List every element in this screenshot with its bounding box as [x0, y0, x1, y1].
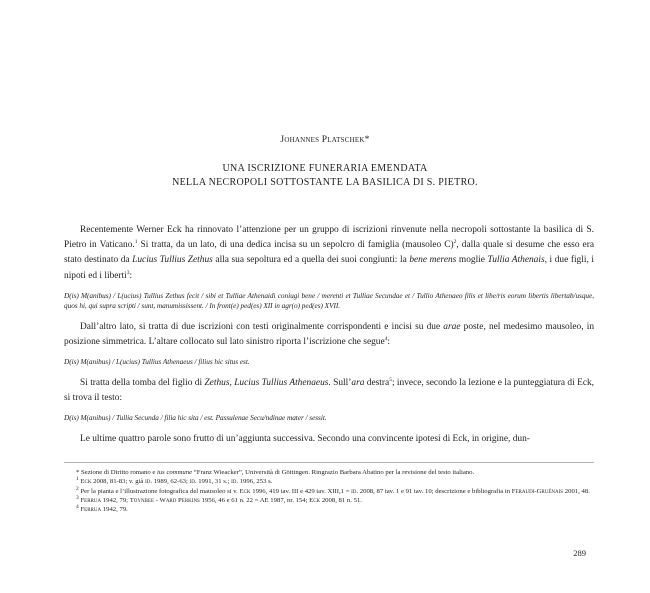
- page-number: 289: [573, 548, 586, 558]
- footnote-divider: [64, 462, 594, 463]
- article-body: [64, 223, 594, 447]
- title-line-1: UNA ISCRIZIONE FUNERARIA EMENDATA: [222, 163, 428, 174]
- title-line-2: NELLA NECROPOLI SOTTOSTANTE LA BASILICA DI S. PIETRO.: [172, 177, 478, 188]
- inscription-3: D(is) M(anibus) / Tullia Secunda / filia hic sita / est. Passulenae Secu/ndinae mater / sessit.: [64, 413, 327, 423]
- footnote-4: $^4$ Ferrua 1942, 79.: [76, 503, 128, 514]
- footnote-ref-5: 5: [389, 376, 392, 383]
- footnotes: [76, 468, 594, 514]
- article-title: [0, 162, 650, 190]
- footnote-ref-1: 1: [134, 239, 138, 246]
- author-name: Johannes Platschek*: [280, 135, 370, 145]
- paragraph-4: Le ultime quattro parole sono frutto di un’aggiunta successiva. Secondo una convincente ipotesi di Eck, in origine, dun-: [80, 433, 530, 444]
- inscription-1: D(is) M(anibus) / L(ucius) Tullius Zethus fecit / sibi et Tulliae Athenaidi coniugi bene / merenti et Tulliae Secundae et / Tullio Athenaeo filis et libe/ris eorum libertis libertab/usque, quos hi, qui supra scripti / sunt, manumississent. / In front(e) ped(es) XII in agr(o) ped(es) XVII.: [64, 290, 594, 311]
- paragraph-2: Dall’altro lato, si tratta di due iscrizioni con testi originalmente corrispondenti e incisi su due arae poste, nel medesimo mausoleo, in posizione simmetrica. L’altare collocato sul lato sinistro riporta l’iscrizione che segue$^4$:: [64, 321, 595, 348]
- footnote-author: * Sezione di Diritto romano e ius commune “Franz Wieacker”, Università di Göttingen. Ringrazio Barbara Abatino per la revisione del testo italiano.: [76, 469, 475, 476]
- inscription-2: D(is) M(anibus) / L(ucius) Tullius Athenaeus / filius hic situs est.: [64, 357, 250, 367]
- footnote-3: $^3$ Ferrua 1942, 79; Toynbee - Ward Perkins 1956, 46 e 61 n. 22 = AE 1987, nr. 154; Eck 2008, 81 n. 51.: [76, 494, 362, 504]
- footnote-ref-3: 3: [126, 269, 130, 276]
- paragraph-1: Recentemente Werner Eck ha rinnovato l’attenzione per un gruppo di iscrizioni rinvenute nella necropoli sottostante la basilica di S. Pietro in Vaticano.$^1$ Si tratta, da un lato, di una dedica incisa su un sepolcro di famiglia (mausoleo C)$^2$, dalla quale si desume che esso era stato destinato da Lucius Tullius Zethus alla sua sepoltura ed a quella dei suoi congiunti: la bene merens moglie Tullia Athenais, i due figli, i nipoti ed i liberti$^3$:: [64, 225, 594, 281]
- footnote-1: $^1$ Eck 2008, 81-83; v. già id. 1989, 62-63; id. 1991, 31 s.; id. 1996, 253 s.: [76, 476, 273, 486]
- footnote-2: $^2$ Per la pianta e l’illustrazione fotografica del mausoleo si v. Eck 1996, 419 tav. III e 429 tav. XIII,1 = id. 2008, 87 tav. 1 e 91 tav. 10; descrizione e bibliografia in Feraudi-Gruénais 2001, 48.: [76, 485, 590, 495]
- paragraph-3: Si tratta della tomba del figlio di Zethus, Lucius Tullius Athenaeus. Sull’ara destra$^5$; invece, secondo la lezione e la punteggiatura di Eck, si trova il testo:: [64, 376, 595, 403]
- footnote-ref-2: 2: [453, 239, 457, 246]
- footnote-ref-4: 4: [384, 335, 388, 342]
